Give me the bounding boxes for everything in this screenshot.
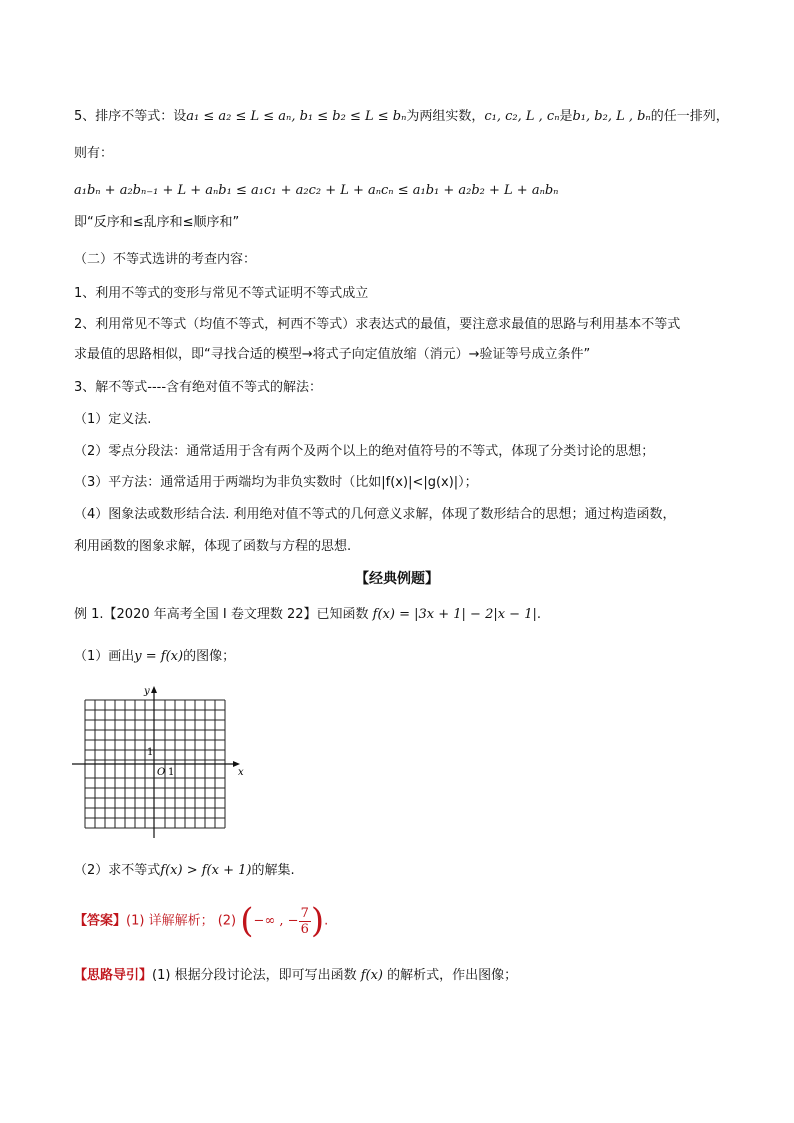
- question-1-tail: 的图像；: [183, 649, 236, 664]
- examples-heading: 【经典例题】: [355, 571, 439, 587]
- item-5-line: [74, 108, 729, 126]
- answer-tag: 【答案】: [74, 913, 127, 929]
- item-5-mid: 为两组实数，: [406, 109, 485, 124]
- section-2-item-2b: 求最值的思路相似，即“寻找合适的模型→将式子向定值放缩（消元）→验证等号成立条件”: [74, 347, 591, 362]
- item-5-mid2: 是: [559, 109, 573, 124]
- item-5-condition-b: b₁, b₂, L , bₙ: [572, 109, 651, 124]
- question-2-line: [74, 862, 295, 880]
- example-1-lead: 例 1.【2020 年高考全国 I 卷文理数 22】已知函数: [74, 607, 369, 622]
- hint-expression: f(x): [360, 968, 384, 983]
- hint-line: [74, 967, 517, 985]
- coordinate-grid-figure: [70, 682, 250, 842]
- section-2-item-3: 3、解不等式----含有绝对值不等式的解法：: [74, 380, 323, 395]
- x-axis-label: x: [238, 767, 244, 778]
- answer-interval-left: −∞ , −: [253, 913, 299, 929]
- rearrangement-note: 即“反序和≤乱序和≤顺序和”: [74, 215, 240, 230]
- answer-end: .: [324, 913, 329, 929]
- y-axis-arrow: [151, 686, 157, 693]
- method-4a: （4）图象法或数形结合法. 利用绝对值不等式的几何意义求解，体现了数形结合的思想；通过构造函数，: [74, 507, 676, 522]
- section-2-item-1: 1、利用不等式的变形与常见不等式证明不等式成立: [74, 286, 369, 301]
- answer-left-paren: (: [240, 901, 254, 941]
- answer-fraction-numerator: 7: [300, 905, 309, 921]
- item-5-condition-a: a₁ ≤ a₂ ≤ L ≤ aₙ, b₁ ≤ b₂ ≤ L ≤ bₙ: [186, 109, 407, 124]
- section-2-item-2a: 2、利用常见不等式（均值不等式，柯西不等式）求表达式的最值，要注意求最值的思路与利用基本不等式: [74, 317, 681, 332]
- item-5-then: 则有：: [74, 146, 114, 161]
- question-1-lead: （1）画出: [74, 649, 135, 664]
- answer-part-1: (1) 详解解析；: [126, 913, 214, 929]
- example-1-function: f(x) = |3x + 1| − 2|x − 1|: [372, 607, 537, 622]
- method-3: （3）平方法：通常适用于两端均为非负实数时（比如|f(x)|<|g(x)|）；: [74, 475, 478, 490]
- method-2: （2）零点分段法：通常适用于含有两个及两个以上的绝对值符号的不等式，体现了分类讨论的思想；: [74, 444, 655, 459]
- y-one-label: 1: [147, 747, 154, 758]
- hint-text: (1) 根据分段讨论法，即可写出函数: [152, 968, 357, 983]
- example-1-line: [74, 606, 541, 624]
- method-1: （1）定义法.: [74, 412, 152, 427]
- item-5-condition-c: c₁, c₂, L , cₙ: [484, 109, 560, 124]
- item-5-lead: 5、排序不等式：设: [74, 109, 187, 124]
- question-1-line: [74, 648, 235, 666]
- answer-fraction-denominator: 6: [300, 921, 309, 937]
- method-4b: 利用函数的图象求解，体现了函数与方程的思想.: [74, 539, 352, 554]
- hint-tail: 的解析式，作出图像；: [387, 968, 518, 983]
- answer-line: [74, 901, 329, 941]
- y-axis-label: y: [144, 686, 150, 697]
- origin-label: O: [157, 767, 166, 778]
- question-1-expression: y = f(x): [134, 649, 184, 664]
- x-one-label: 1: [168, 767, 175, 778]
- answer-fraction: [299, 906, 311, 937]
- answer-right-paren: ): [310, 901, 325, 941]
- section-2-title: （二）不等式选讲的考查内容：: [74, 252, 257, 267]
- question-2-tail: 的解集.: [251, 863, 295, 878]
- example-1-end: .: [536, 607, 541, 622]
- hint-tag: 【思路导引】: [74, 968, 153, 983]
- question-2-lead: （2）求不等式: [74, 863, 161, 878]
- question-2-expression: f(x) > f(x + 1): [160, 863, 252, 878]
- item-5-tail: 的任一排列，: [650, 109, 729, 124]
- answer-part-2: (2): [217, 913, 237, 929]
- rearrangement-formula: a₁bₙ + a₂bₙ₋₁ + L + aₙb₁ ≤ a₁c₁ + a₂c₂ + L + aₙcₙ ≤ a₁b₁ + a₂b₂ + L + aₙbₙ: [74, 183, 559, 198]
